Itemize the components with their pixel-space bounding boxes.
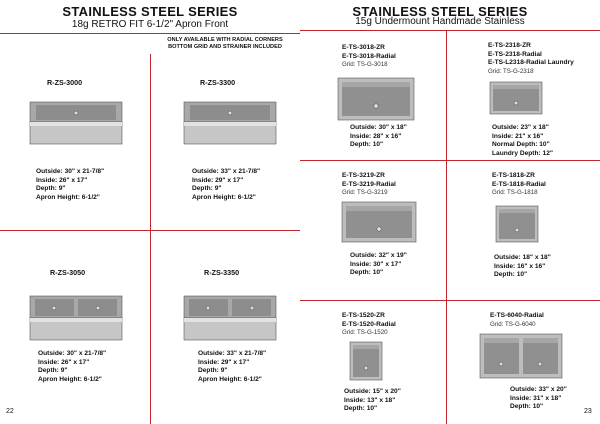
undermount-sink-image [494,204,540,244]
spec-line: Outside: 33" x 20" [510,386,567,393]
left-notice [150,37,300,51]
apron-sink-image [28,98,124,148]
spec-line: Outside: 33" x 21-7/8" [192,168,261,175]
spec-line: Depth: 10" [350,141,384,149]
product-model: E-TS-6040-Radial [490,312,544,319]
apron-sink-image [182,98,278,148]
undermount-sink-image [340,200,418,244]
left-series-title: STAINLESS STEEL SERIES [62,4,238,19]
product-specs [192,168,260,202]
product-header [492,172,546,197]
spec-line: Outside: 30" x 21-7/8" [36,168,105,175]
spec-line: Depth: 10" [510,403,544,411]
spec-line: Apron Height: 6-1/2" [38,375,102,383]
product-header [342,44,396,69]
product-specs [494,254,551,280]
spec-line: Inside: 31" x 18" [510,394,562,402]
product-model: E-TS-1818-ZR [492,172,535,179]
spec-line: Depth: 9" [192,185,222,193]
product-model: E-TS-2318-ZR [488,42,531,49]
product-model: R-ZS-3050 [50,268,86,277]
spec-line: Depth: 10" [344,405,378,413]
grid-code: Grid: TS-G-1818 [492,189,538,197]
spec-line: Outside: 33" x 21-7/8" [198,350,267,357]
spec-line: Inside: 29" x 17" [192,176,244,184]
right-series-subtitle: 15g Undermount Handmade Stainless [355,16,525,27]
right-divider-2 [300,300,600,301]
grid-code: Grid: TS-G-2318 [488,67,534,75]
product-model: R-ZS-3300 [200,78,236,87]
spec-line: Apron Height: 6-1/2" [192,193,256,201]
right-page-number: 23 [584,408,592,415]
product-model: E-TS-3018-ZR [342,44,385,51]
product-model: E-TS-1818-Radial [492,180,546,188]
spec-line: Outside: 30" x 18" [350,124,407,131]
product-model: E-TS-2318-Radial [488,50,542,58]
left-page-number: 22 [6,408,14,415]
spec-line: Outside: 23" x 18" [492,124,549,131]
left-header-divider [0,33,300,34]
spec-line: Inside: 26" x 17" [38,358,90,366]
undermount-sink-image [336,76,416,122]
left-middle-divider [0,230,300,231]
right-series-title: STAINLESS STEEL SERIES [352,4,528,19]
left-series-subtitle: 18g RETRO FIT 6-1/2" Apron Front [71,19,229,30]
grid-code: Grid: TS-G-1520 [342,329,388,337]
product-specs [38,350,106,384]
product-model: R-ZS-3000 [47,78,83,87]
spec-line: Inside: 28" x 16" [350,132,402,140]
spec-line: Inside: 29" x 17" [198,358,250,366]
product-specs [350,124,407,150]
left-vertical-divider [150,54,151,424]
spec-line: Apron Height: 6-1/2" [198,375,262,383]
spec-line: Inside: 16" x 16" [494,262,546,270]
product-specs [510,386,567,412]
product-specs [350,252,407,278]
product-specs [198,350,266,384]
product-model: E-TS-1520-Radial [342,320,396,328]
notice-line-1: ONLY AVAILABLE WITH RADIAL CORNERS [167,37,283,43]
spec-line: Depth: 10" [494,271,528,279]
notice-line-2: BOTTOM GRID AND STRAINER INCLUDED [168,44,282,50]
undermount-sink-image [488,80,544,116]
double-apron-sink-image [182,292,278,344]
spec-line: Inside: 26" x 17" [36,176,88,184]
spec-line: Normal Depth: 10" [492,141,550,149]
spec-line: Depth: 9" [198,367,228,375]
product-header [488,42,574,76]
product-model: R-ZS-3350 [204,268,240,277]
spec-line: Depth: 10" [350,269,384,277]
product-model: E-TS-3219-ZR [342,172,385,179]
double-undermount-sink-image [478,332,564,380]
right-header-divider [300,30,600,31]
grid-code: Grid: TS-G-6040 [490,320,536,328]
product-specs [344,388,401,414]
spec-line: Outside: 30" x 21-7/8" [38,350,107,357]
double-apron-sink-image [28,292,124,344]
spec-line: Laundry Depth: 12" [492,149,554,157]
product-specs [492,124,553,158]
product-model: E-TS-3219-Radial [342,180,396,188]
spec-line: Outside: 32" x 19" [350,252,407,259]
product-header [342,172,396,197]
spec-line: Inside: 30" x 17" [350,260,402,268]
spec-line: Outside: 15" x 20" [344,388,401,395]
product-model: E-TS-1520-ZR [342,312,385,319]
product-header [342,312,396,337]
product-model: E-TS-L2318-Radial Laundry [488,59,574,67]
grid-code: Grid: TS-G-3219 [342,189,388,197]
spec-line: Inside: 21" x 16" [492,132,544,140]
right-vertical-divider [446,30,447,424]
right-divider-1 [300,160,600,161]
product-specs [36,168,104,202]
undermount-sink-image [348,340,384,382]
spec-line: Inside: 13" x 18" [344,396,396,404]
product-model: E-TS-3018-Radial [342,52,396,60]
grid-code: Grid: TS-G-3018 [342,61,388,69]
spec-line: Outside: 18" x 18" [494,254,551,261]
spec-line: Depth: 9" [36,185,66,193]
spec-line: Depth: 9" [38,367,68,375]
product-header [490,312,544,329]
spec-line: Apron Height: 6-1/2" [36,193,100,201]
